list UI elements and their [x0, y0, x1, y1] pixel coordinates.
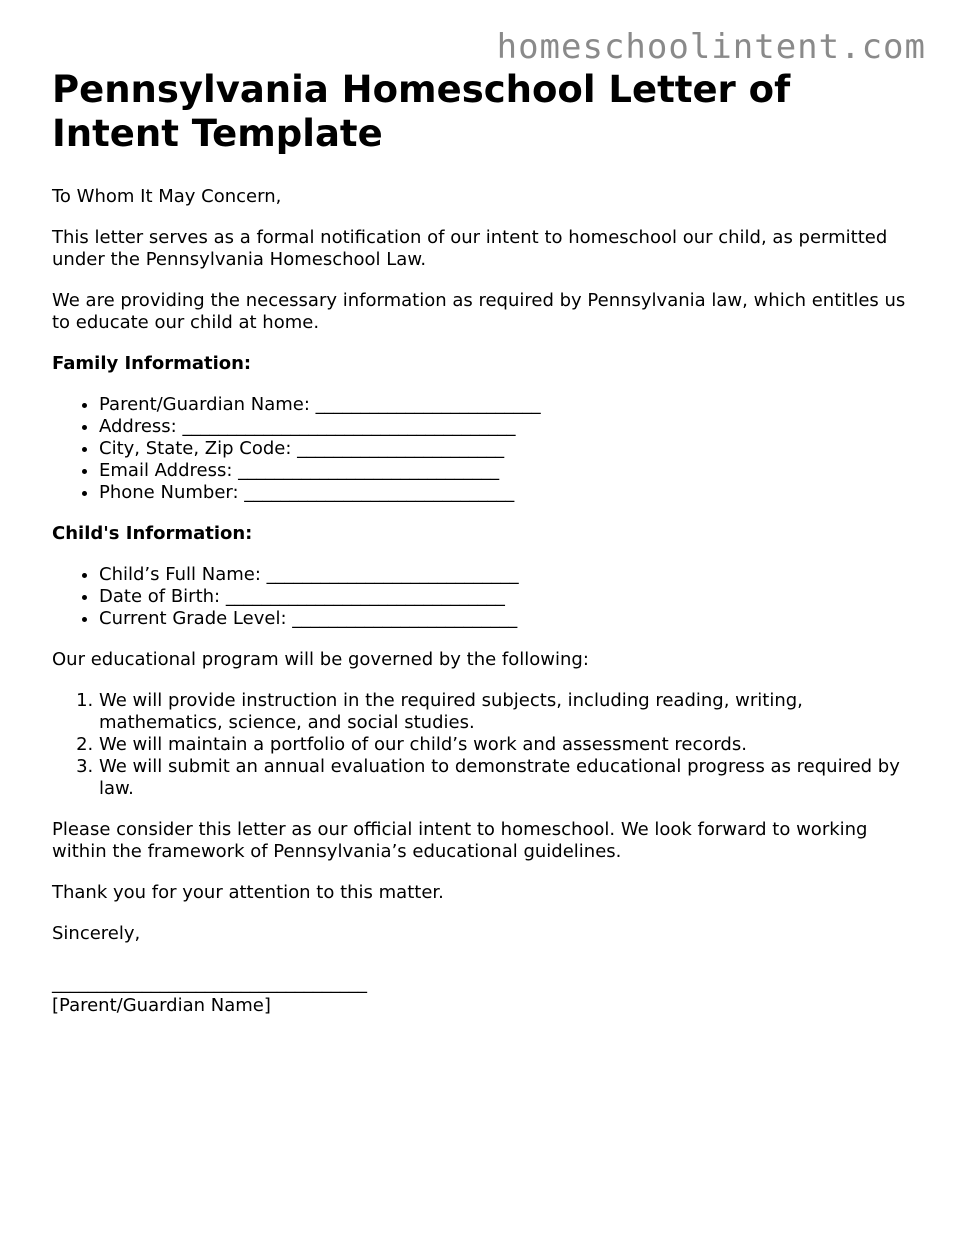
signoff: Sincerely,: [52, 923, 141, 944]
fill-in-blank: _____________________________: [238, 460, 500, 481]
signature-line: ___________________________________: [52, 973, 367, 994]
fill-in-blank: _______________________________: [225, 586, 505, 607]
signature-name: [Parent/Guardian Name]: [52, 995, 271, 1016]
fill-in-blank: ____________________________: [266, 564, 519, 585]
family-info-heading: Family Information:: [52, 353, 252, 374]
watermark: homeschoolintent.com: [496, 27, 926, 67]
family-info-list: [52, 394, 912, 504]
program-list: [52, 690, 912, 800]
list-item: [99, 438, 912, 460]
salutation: To Whom It May Concern,: [52, 186, 282, 207]
closing-paragraph: Please consider this letter as our official intent to homeschool. We look forward to working within the framework of Pennsylvania’s educational guidelines.: [52, 819, 868, 862]
list-item: [99, 564, 912, 586]
field-label: Phone Number:: [99, 482, 245, 503]
list-item: [99, 608, 912, 630]
thanks-paragraph: Thank you for your attention to this matter.: [52, 882, 444, 903]
program-intro: Our educational program will be governed by the following:: [52, 649, 589, 670]
field-label: Parent/Guardian Name:: [99, 394, 316, 415]
list-item: 3. We will submit an annual evaluation to demonstrate educational progress as required by law.: [99, 756, 912, 800]
fill-in-blank: _____________________________________: [182, 416, 516, 437]
field-label: Date of Birth:: [99, 586, 226, 607]
field-label: Current Grade Level:: [99, 608, 293, 629]
intro-paragraph: This letter serves as a formal notification of our intent to homeschool our child, as permitted under the Pennsylvania Homeschool Law.: [52, 227, 888, 270]
list-item: [99, 416, 912, 438]
fill-in-blank: _______________________: [297, 438, 505, 459]
fill-in-blank: _________________________: [315, 394, 541, 415]
child-info-heading: Child's Information:: [52, 523, 253, 544]
list-item: [99, 586, 912, 608]
field-label: Child’s Full Name:: [99, 564, 267, 585]
list-item: [99, 394, 912, 416]
page-title: Pennsylvania Homeschool Letter of Intent Template: [52, 68, 791, 155]
law-paragraph: We are providing the necessary information as required by Pennsylvania law, which entitles us to educate our child at home.: [52, 290, 906, 333]
letter-document: [52, 68, 912, 1017]
child-info-list: [52, 564, 912, 630]
list-item: [99, 460, 912, 482]
field-label: Email Address:: [99, 460, 239, 481]
field-label: Address:: [99, 416, 183, 437]
list-item: [99, 482, 912, 504]
fill-in-blank: _________________________: [292, 608, 518, 629]
list-item: 2. We will maintain a portfolio of our child’s work and assessment records.: [99, 734, 912, 756]
field-label: City, State, Zip Code:: [99, 438, 298, 459]
fill-in-blank: ______________________________: [244, 482, 515, 503]
list-item: 1. We will provide instruction in the required subjects, including reading, writing, mathematics, science, and social studies.: [99, 690, 912, 734]
